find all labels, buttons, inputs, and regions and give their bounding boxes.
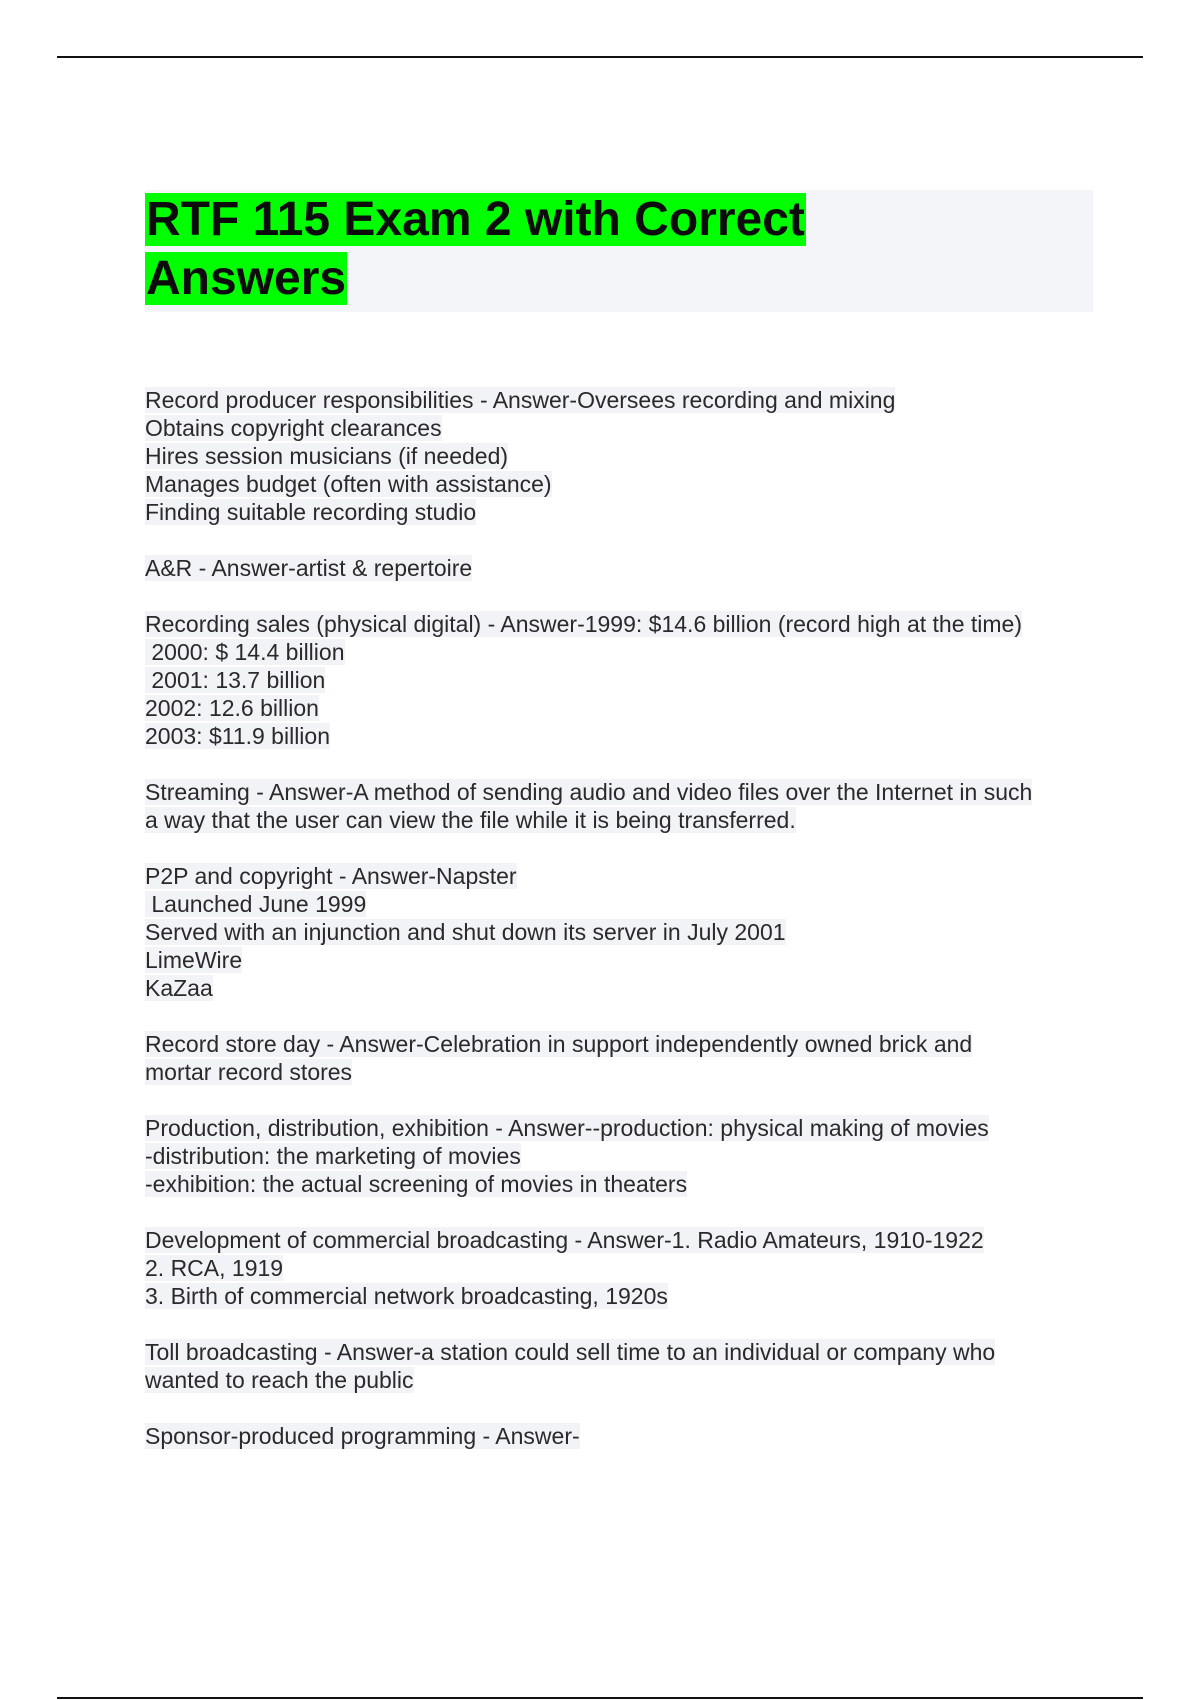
qa-answer-line (145, 1170, 1095, 1198)
qa-line-text: mortar record stores (145, 1059, 353, 1085)
qa-term-line (145, 1422, 1095, 1450)
qa-answer-line (145, 470, 1095, 498)
qa-term-line (145, 1338, 1095, 1366)
qa-answer-line (145, 414, 1095, 442)
document-title-text: RTF 115 Exam 2 with Correct Answers (146, 193, 805, 305)
qa-entry (145, 862, 1095, 1002)
qa-line-text: Manages budget (often with assistance) (145, 471, 552, 497)
qa-line-text: 2002: 12.6 billion (145, 695, 319, 721)
qa-line-text: LimeWire (145, 947, 243, 973)
qa-term-line (145, 1226, 1095, 1254)
qa-entry (145, 1226, 1095, 1310)
qa-line-text: Production, distribution, exhibition - Answer--production: physical making of movies (145, 1115, 989, 1141)
qa-entry (145, 610, 1095, 750)
header-rule (57, 56, 1143, 58)
qa-line-text: 2003: $11.9 billion (145, 723, 330, 749)
qa-line-text: KaZaa (145, 975, 213, 1001)
qa-answer-line (145, 1142, 1095, 1170)
qa-entry (145, 1030, 1095, 1086)
qa-answer-line (145, 442, 1095, 470)
qa-term-line (145, 386, 1095, 414)
qa-term-line (145, 610, 1095, 638)
qa-line-text: wanted to reach the public (145, 1367, 414, 1393)
document-title (145, 190, 905, 308)
qa-line-text: Record producer responsibilities - Answer-Oversees recording and mixing (145, 387, 896, 413)
qa-line-text: a way that the user can view the file while it is being transferred. (145, 807, 796, 833)
qa-line-text: Hires session musicians (if needed) (145, 443, 509, 469)
qa-entry (145, 386, 1095, 526)
qa-line-text: Development of commercial broadcasting - Answer-1. Radio Amateurs, 1910-1922 (145, 1227, 984, 1253)
footer-rule (57, 1697, 1143, 1699)
qa-term-line (145, 1114, 1095, 1142)
qa-line-text: A&R - Answer-artist & repertoire (145, 555, 473, 581)
qa-term-line (145, 1030, 1095, 1058)
qa-answer-line (145, 1254, 1095, 1282)
qa-line-text: 3. Birth of commercial network broadcasting, 1920s (145, 1283, 668, 1309)
qa-entry (145, 554, 1095, 582)
qa-line-text: 2001: 13.7 billion (145, 667, 326, 693)
qa-line-text: Streaming - Answer-A method of sending audio and video files over the Internet in such (145, 779, 1033, 805)
qa-answer-line (145, 806, 1095, 834)
qa-line-text: Launched June 1999 (145, 891, 367, 917)
qa-answer-line (145, 694, 1095, 722)
qa-answer-line (145, 974, 1095, 1002)
qa-answer-line (145, 946, 1095, 974)
qa-line-text: Recording sales (physical digital) - Answer-1999: $14.6 billion (record high at the time) (145, 611, 1022, 637)
qa-list (145, 386, 1095, 1478)
qa-line-text: -distribution: the marketing of movies (145, 1143, 521, 1169)
qa-answer-line (145, 1366, 1095, 1394)
qa-line-text: Record store day - Answer-Celebration in support independently owned brick and (145, 1031, 973, 1057)
qa-answer-line (145, 638, 1095, 666)
qa-entry (145, 1338, 1095, 1394)
qa-line-text: Sponsor-produced programming - Answer- (145, 1423, 580, 1449)
qa-line-text: 2. RCA, 1919 (145, 1255, 284, 1281)
qa-answer-line (145, 1282, 1095, 1310)
qa-line-text: Obtains copyright clearances (145, 415, 442, 441)
qa-answer-line (145, 666, 1095, 694)
qa-answer-line (145, 890, 1095, 918)
qa-entry (145, 1114, 1095, 1198)
qa-line-text: Toll broadcasting - Answer-a station could sell time to an individual or company who (145, 1339, 996, 1365)
qa-entry (145, 778, 1095, 834)
qa-answer-line (145, 498, 1095, 526)
qa-line-text: P2P and copyright - Answer-Napster (145, 863, 517, 889)
qa-answer-line (145, 1058, 1095, 1086)
qa-answer-line (145, 918, 1095, 946)
qa-line-text: 2000: $ 14.4 billion (145, 639, 345, 665)
qa-entry (145, 1422, 1095, 1450)
qa-term-line (145, 862, 1095, 890)
qa-line-text: Finding suitable recording studio (145, 499, 477, 525)
qa-answer-line (145, 722, 1095, 750)
qa-line-text: -exhibition: the actual screening of movies in theaters (145, 1171, 688, 1197)
qa-term-line (145, 554, 1095, 582)
qa-line-text: Served with an injunction and shut down its server in July 2001 (145, 919, 786, 945)
qa-term-line (145, 778, 1095, 806)
